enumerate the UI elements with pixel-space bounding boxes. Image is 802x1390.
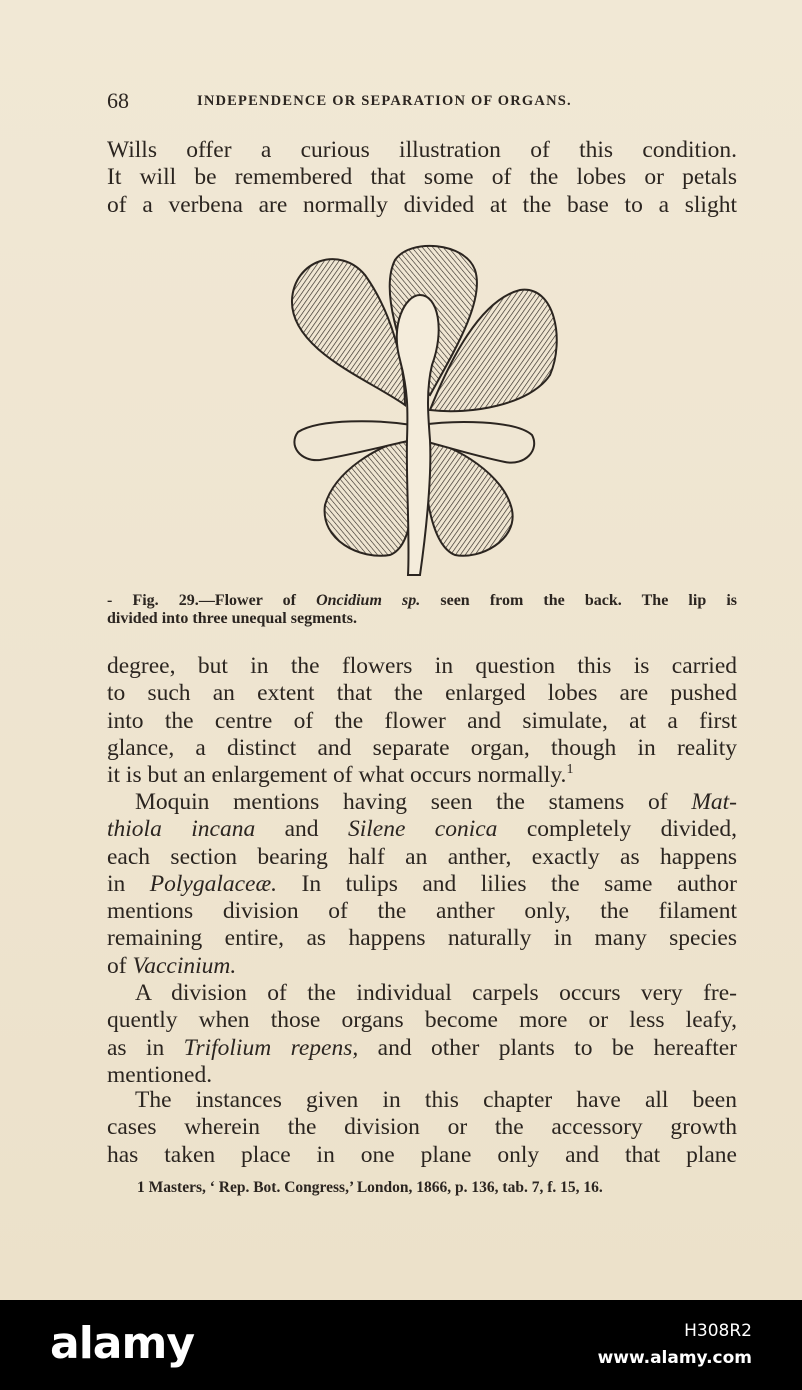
- text-line: has taken place in one plane only and that plane: [107, 1141, 737, 1168]
- caption-line: divided into three unequal segments.: [107, 610, 357, 627]
- figure-caption: [107, 592, 737, 628]
- brand-logo: alamy: [50, 1318, 194, 1369]
- text-line: remaining entire, as happens naturally in many species: [107, 925, 737, 952]
- text-line: each section bearing half an anther, exactly as happens: [107, 843, 737, 870]
- image-id: H308R2: [684, 1321, 752, 1341]
- text-span: and: [255, 816, 348, 843]
- text-span: Moquin mentions having seen the stamens of: [135, 789, 692, 815]
- footnote-marker: 1: [566, 762, 574, 778]
- paragraph-top: [107, 137, 737, 219]
- caption-label: - Fig. 29.: [107, 592, 199, 609]
- text-span-italic: thiola incana: [107, 816, 256, 843]
- caption-text: seen from the back. The lip is: [420, 592, 738, 609]
- text-span-italic: Mat-: [691, 789, 737, 815]
- caption-genus: Oncidium sp.: [316, 592, 421, 609]
- text-line: It will be remembered that some of the lobes or petals: [107, 164, 737, 191]
- text-line: [107, 871, 737, 898]
- text-line: [107, 816, 737, 843]
- text-line: [107, 789, 737, 816]
- text-line: mentions division of the anther only, the filament: [107, 898, 737, 925]
- text-span: it is but an enlargement of what occurs normally.: [107, 762, 567, 789]
- text-line: into the centre of the flower and simulate, at a first: [107, 707, 737, 734]
- page-header: [107, 88, 737, 118]
- running-head: INDEPENDENCE OR SEPARATION OF ORGANS.: [197, 93, 572, 109]
- text-line: cases wherein the division or the accessory growth: [107, 1114, 737, 1141]
- text-line: The instances given in this chapter have all been: [135, 1087, 737, 1113]
- footnote: 1 Masters, ‘ Rep. Bot. Congress,’ London, 1866, p. 136, tab. 7, f. 15, 16.: [137, 1179, 603, 1196]
- petal-upper-left: [292, 259, 405, 405]
- text-line: degree, but in the flowers in question this is carried: [107, 653, 737, 679]
- text-span: In tulips and lilies the same author: [277, 870, 737, 897]
- text-line: glance, a distinct and separate organ, though in reality: [107, 734, 737, 761]
- site-url: www.alamy.com: [597, 1348, 752, 1368]
- text-line: [107, 1035, 737, 1062]
- text-line: [107, 953, 737, 980]
- text-span-italic: Trifolium repens,: [183, 1034, 359, 1061]
- paragraph-2: [107, 789, 737, 980]
- text-line: quently when those organs become more or less leafy,: [107, 1007, 737, 1034]
- paragraph-4: [107, 1087, 737, 1169]
- text-line: [107, 762, 737, 789]
- text-line: to such an extent that the enlarged lobes are pushed: [107, 680, 737, 707]
- text-span-italic: Silene conica: [347, 816, 498, 843]
- text-span: completely divided,: [497, 816, 738, 843]
- text-span: and other plants to be hereafter: [358, 1034, 737, 1061]
- caption-line: [107, 592, 737, 610]
- text-span: of: [107, 952, 133, 979]
- oncidium-flower-illustration: [280, 240, 565, 580]
- page-number: 68: [107, 88, 129, 113]
- text-line: mentioned.: [107, 1061, 213, 1088]
- text-span-italic: Polygalaceæ.: [149, 870, 278, 897]
- caption-text: —Flower of: [198, 592, 317, 609]
- text-span-italic: Vaccinium.: [132, 952, 237, 979]
- text-line: A division of the individual carpels occurs very fre-: [135, 980, 737, 1006]
- text-line: of a verbena are normally divided at the base to a slight: [107, 191, 737, 218]
- text-span: as in: [107, 1034, 184, 1061]
- text-span: in: [107, 870, 150, 897]
- paragraph-1: [107, 653, 737, 789]
- text-line: Wills offer a curious illustration of this condition.: [107, 137, 737, 163]
- paragraph-3: [107, 980, 737, 1089]
